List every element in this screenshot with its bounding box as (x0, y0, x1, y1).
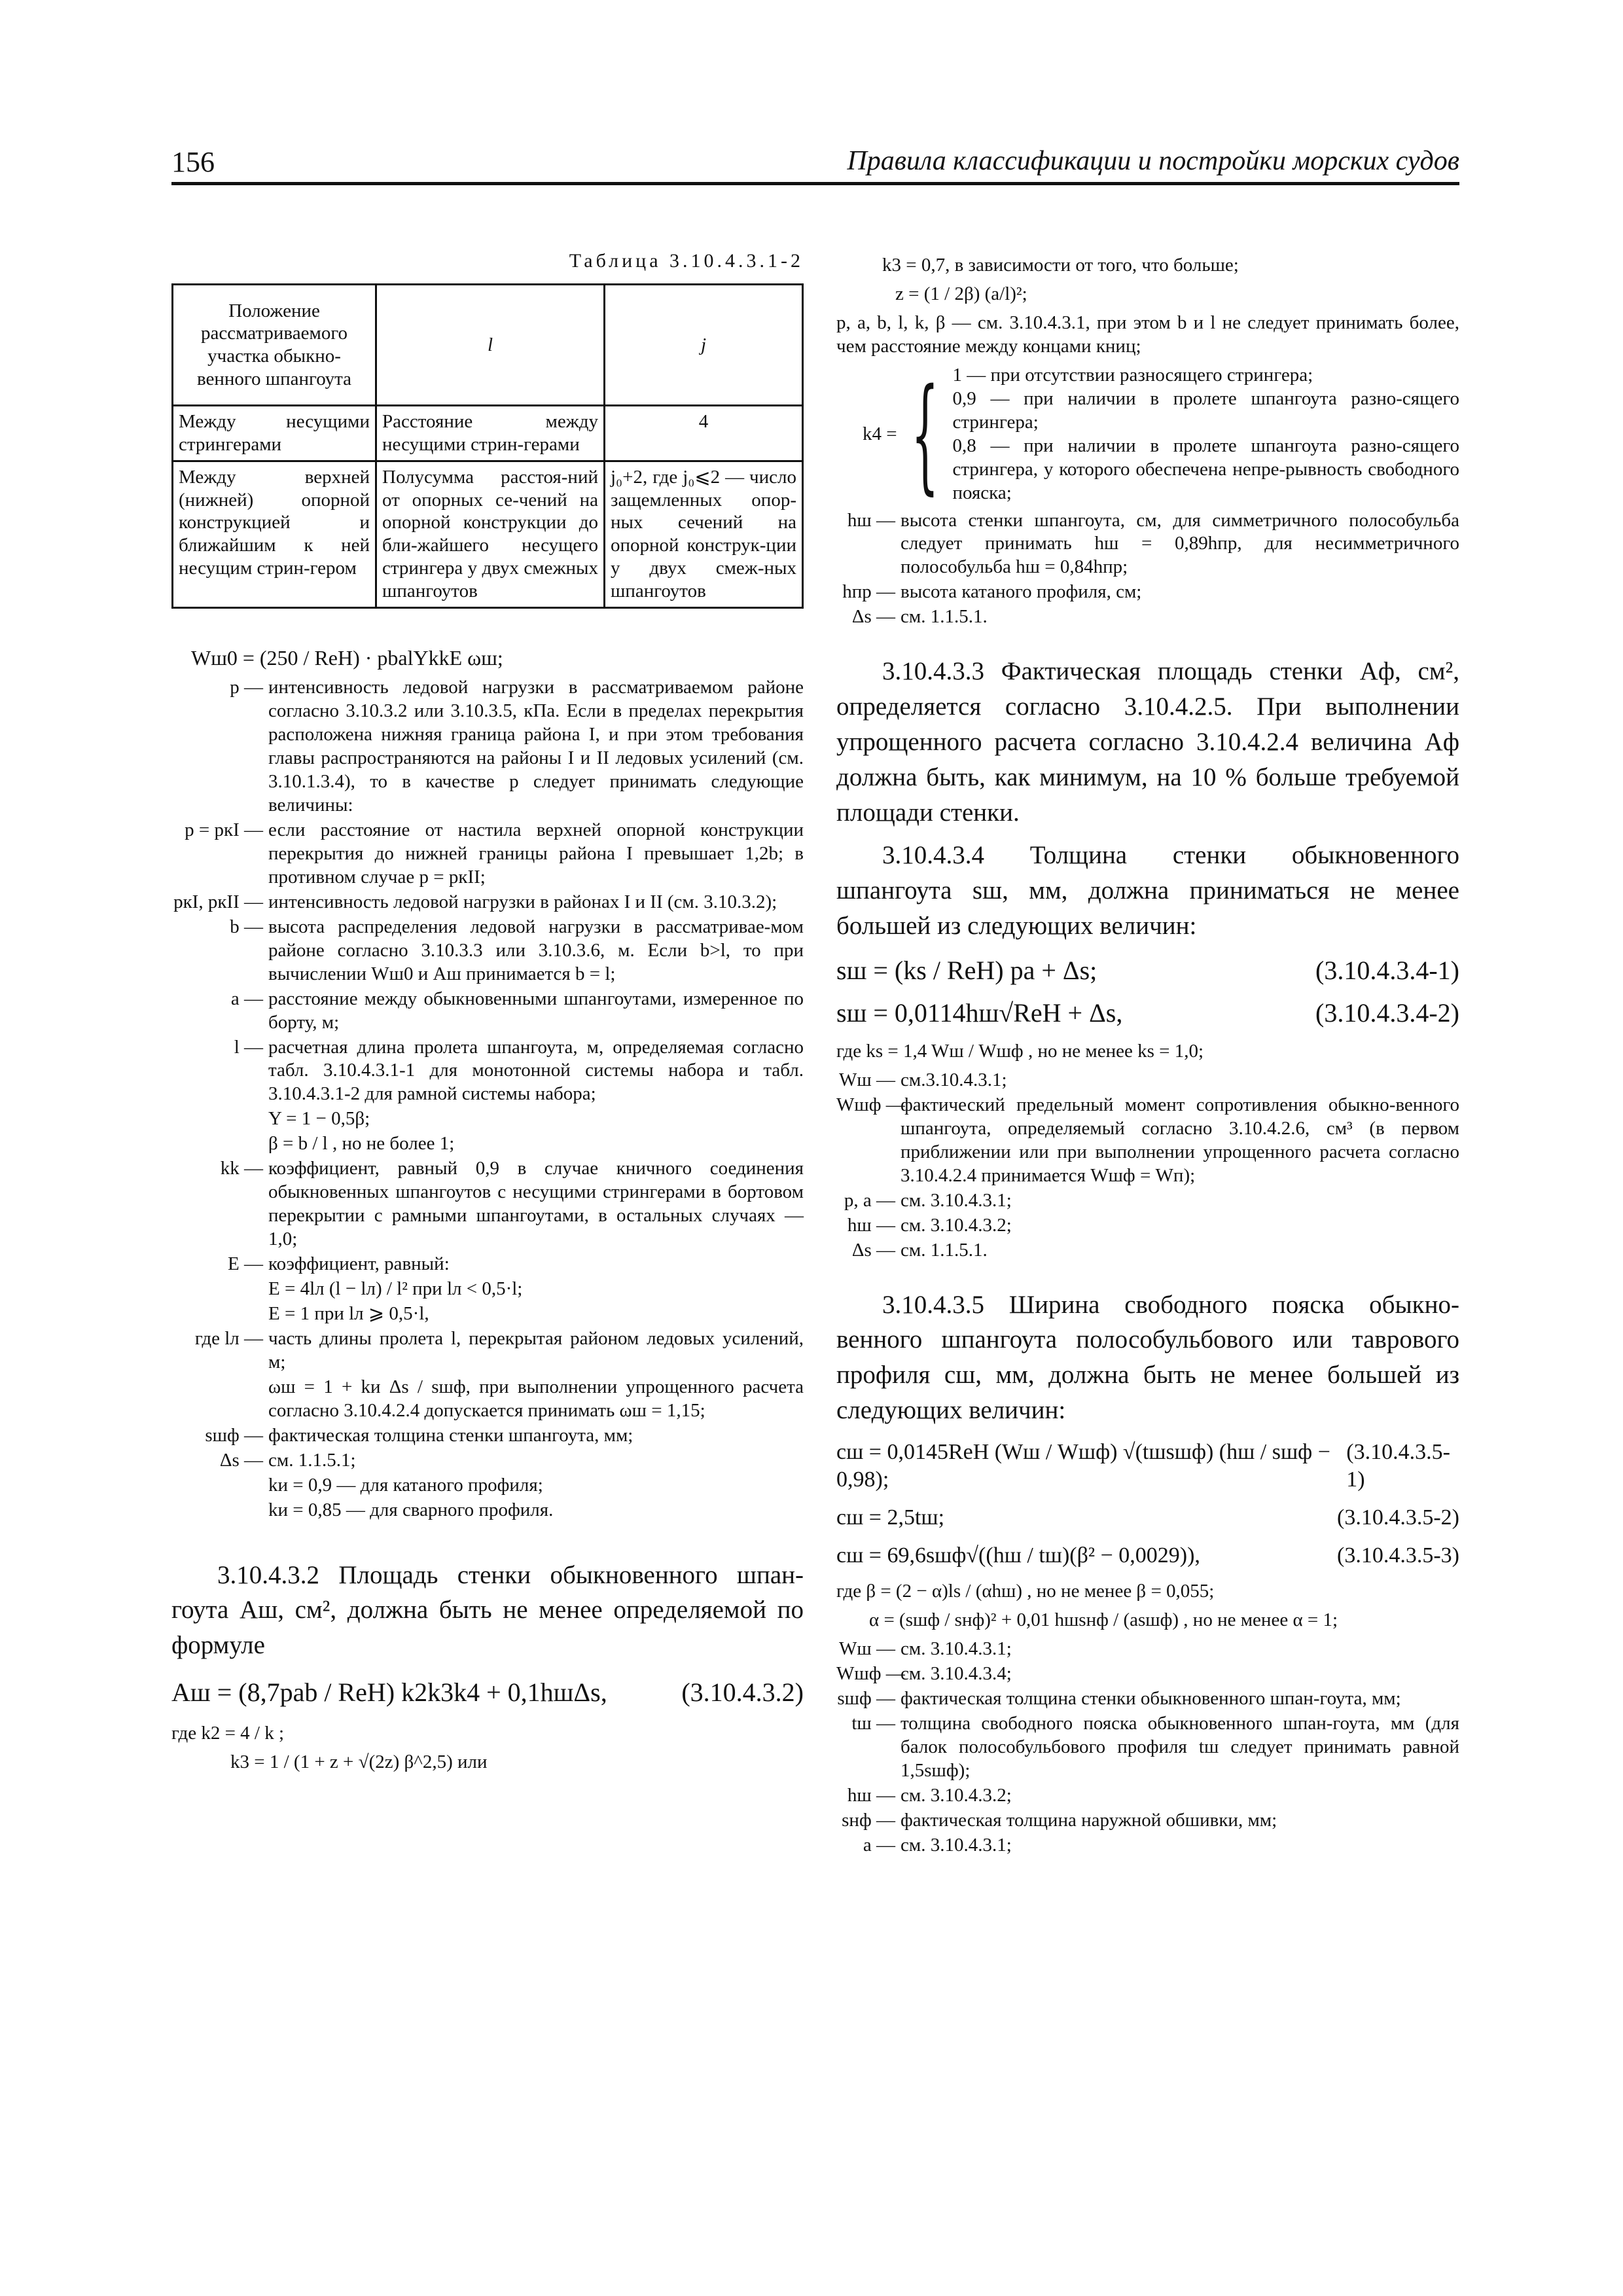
definition-term: где lл — (194, 1327, 263, 1349)
definition-item (171, 1253, 804, 1276)
definition-term: kk — (220, 1158, 263, 1179)
definition-item (836, 1687, 1459, 1711)
frame-table (171, 283, 804, 608)
definition-text: см. 3.10.4.3.1; (901, 1189, 1012, 1211)
definition-text: см. 3.10.4.3.1; (901, 1638, 1012, 1660)
definition-term: hпр — (842, 581, 895, 603)
equation-number: (3.10.4.3.4-2) (1315, 998, 1459, 1028)
definition-term: Wш — (839, 1069, 895, 1090)
definition-text: если расстояние от настила верхней опорной конструкции перекрытия до нижней границы района I превышает 1,2b; в противном случае p = pкII; (268, 819, 804, 888)
definition-text: фактический предельный момент сопротивления обыкно-венного шпангоута, определяемый согласно 3.10.4.2.6, см³ (в первом приближении или при выполнении упрощенного расчета согласно 3.10.4.2.4 принимается Wшф = Wп); (901, 1094, 1459, 1186)
definition-item (836, 509, 1459, 580)
definition-item (836, 605, 1459, 629)
definition-item (171, 891, 804, 914)
definition-text: высота распределения ледовой нагрузки в рассматривае-мом районе согласно 3.10.3.3 или 3.10.3.6, м. Если b>l, то при вычислении Wш0 и Aш принимается b = l; (268, 916, 804, 984)
definition-term: p — (230, 677, 263, 698)
definition-item (836, 1638, 1459, 1661)
definition-item (171, 988, 804, 1035)
params-note: p, a, b, l, k, β — см. 3.10.4.3.1, при этом b и l не следует принимать более, чем расстояние между концами книц; (836, 312, 1459, 357)
definition-text: высота катаного профиля, см; (901, 581, 1142, 603)
definition-item (171, 1449, 804, 1473)
definition-term: p = pкI — (185, 819, 263, 840)
definition-term: pкI, pкII — (173, 891, 263, 912)
equation-number: (3.10.4.3.4-1) (1315, 955, 1459, 985)
definition-text: часть длины пролета l, перекрытая районом ледовых усилений, м; (268, 1327, 804, 1372)
definition-term: a — (863, 1834, 895, 1856)
definition-item (836, 1094, 1459, 1188)
table-cell: 4 (605, 406, 803, 461)
equation-body: Aш = (8,7pab / ReH) k2k3k4 + 0,1hшΔs, (171, 1677, 607, 1708)
definition-item (836, 1189, 1459, 1213)
definition-term: Wш — (839, 1638, 895, 1660)
beta-formula: где β = (2 − α)ls / (αhш) , но не менее β = 0,055; (836, 1581, 1215, 1602)
definition-term (171, 1132, 268, 1156)
definitions-right-3 (836, 1638, 1459, 1857)
k4-case: 0,8 — при наличии в пролете шпангоута разно-сящего стрингера, у которого обеспечена непре-рывность свободного пояска; (952, 435, 1459, 503)
equation-body: cш = 69,6sшф√((hш / tш)(β² − 0,0029)), (836, 1543, 1200, 1568)
definition-text: фактическая толщина стенки шпангоута, мм; (268, 1424, 633, 1446)
equation-3-10-4-3-4-1 (836, 954, 1459, 987)
definition-text: β = b / l , но не более 1; (268, 1133, 455, 1155)
definition-term (171, 1278, 268, 1301)
definition-term: p, a — (844, 1189, 895, 1211)
definition-text: интенсивность ледовой нагрузки в рассматриваемом районе согласно 3.10.3.2 или 3.10.3.5, кПа. Если в пределах перекрытия расположена нижняя граница района I, и при этом требования главы распространяются на районы I и II ледовых усилений (см. 3.10.1.3.4), то в качестве p следует принимать следующие величины: (268, 677, 804, 816)
definition-item (171, 1107, 804, 1131)
definition-text: коэффициент, равный 0,9 в случае кничного соединения обыкновенных шпангоутов с несущими стрингерами в бортовом перекрытии с рамными шпангоутами, в остальных случаях — 1,0; (268, 1158, 804, 1250)
definition-item (836, 1809, 1459, 1833)
definition-text: фактическая толщина наружной обшивки, мм; (901, 1810, 1277, 1831)
definition-term (171, 1107, 268, 1131)
k4-case: 0,9 — при наличии в пролете шпангоута разно-сящего стрингера; (952, 387, 1459, 433)
ks-formula: где ks = 1,4 Wш / Wшф , но не менее ks = 1,0; (836, 1040, 1204, 1062)
definition-term: Wшф — (836, 1663, 905, 1685)
definition-item (171, 1499, 804, 1522)
definition-term: hш — (847, 1214, 895, 1236)
definition-term: Δs — (851, 1239, 895, 1261)
definition-item (171, 1424, 804, 1448)
definition-term: hш — (847, 1785, 895, 1806)
equation-number: (3.10.4.3.5-2) (1337, 1505, 1459, 1530)
definition-item (171, 1278, 804, 1301)
alpha-formula: α = (sшф / sнф)² + 0,01 hшsнф / (asшф) , но не менее α = 1; (869, 1609, 1338, 1631)
section-3-10-4-3-3: 3.10.4.3.3 Фактическая площадь стенки Aф, см², определяется согласно 3.10.4.2.5. При выполнении упрощенного расчета согласно 3.10.4.2.4 величина Aф должна быть, как минимум, на 10 % больше требуемой площади стенки. (836, 657, 1459, 827)
definition-text: см. 1.1.5.1. (901, 1239, 988, 1261)
definition-item (171, 676, 804, 817)
definition-term (171, 1302, 268, 1326)
definition-text: см. 1.1.5.1; (268, 1449, 356, 1471)
table-cell: Между верхней (нижней) опорной конструкцией и ближайшим к ней несущим стрин-гером (173, 461, 376, 607)
k4-definition (836, 361, 1459, 507)
definition-term (171, 1376, 268, 1423)
equation-number: (3.10.4.3.5-1) (1346, 1439, 1450, 1492)
table-header-row (173, 285, 803, 406)
section-3-10-4-3-4: 3.10.4.3.4 Толщина стенки обыкновенного шпангоута sш, мм, должна приниматься не менее большей из следующих величин: (836, 841, 1459, 940)
left-column (171, 249, 804, 1780)
section-3-10-4-3-5: 3.10.4.3.5 Ширина свободного пояска обыкно-венного шпангоута полособульбового или таврового профиля cш, мм, должна быть не менее большей из следующих величин: (836, 1290, 1459, 1424)
table-header-cell: j (605, 285, 803, 406)
table-cell: Полусумма расстоя-ний от опорных се-чений на опорной конструкции до бли-жайшего несущего стрингера у двух смежных шпангоутов (376, 461, 605, 607)
definition-item (836, 581, 1459, 604)
definition-item (171, 1376, 804, 1423)
definition-term: a — (230, 988, 263, 1009)
definition-text: kи = 0,85 — для сварного профиля. (268, 1499, 554, 1520)
formula-w: Wш0 = (250 / ReH) · pbalYkkE ωш; (191, 645, 503, 670)
definition-text: E = 4lл (l − lл) / l² при lл < 0,5·l; (268, 1278, 523, 1300)
definition-text: Y = 1 − 0,5β; (268, 1108, 370, 1130)
equation-body: cш = 0,0145ReH (Wш / Wшф) √(tшsшф) (hш / sшф − 0,98); (836, 1439, 1330, 1492)
definition-text: расстояние между обыкновенными шпангоутами, измеренное по борту, м; (268, 988, 804, 1033)
definition-item (171, 1474, 804, 1498)
equation-3-10-4-3-5-1 (836, 1439, 1459, 1494)
equation-body: cш = 2,5tш; (836, 1505, 945, 1530)
definition-text: см. 3.10.4.3.2; (901, 1214, 1012, 1236)
definition-term: sшф — (205, 1424, 263, 1446)
right-column (836, 249, 1459, 1859)
definition-item (171, 1132, 804, 1156)
equation-3-10-4-3-5-3 (836, 1542, 1459, 1570)
definition-item (171, 1302, 804, 1326)
definition-text: см. 3.10.4.3.4; (901, 1663, 1012, 1685)
definition-term: Δs — (219, 1449, 263, 1471)
definitions-right-1 (836, 509, 1459, 630)
definition-text: см. 1.1.5.1. (901, 606, 988, 628)
definition-term: Δs — (851, 606, 895, 628)
equation-3-10-4-3-5-2 (836, 1504, 1459, 1532)
definition-text: ωш = 1 + kи Δs / sшф, при выполнении упрощенного расчета согласно 3.10.4.2.4 допускается принимать ωш = 1,15; (268, 1376, 804, 1421)
definition-item (836, 1662, 1459, 1686)
definition-term: b — (230, 916, 263, 937)
table-cell: j₀+2, где j₀⩽2 — число защемленных опор-ных сечений на опорной конструк-ции у двух смеж-ных шпангоутов (605, 461, 803, 607)
definition-text: коэффициент, равный: (268, 1253, 450, 1275)
table-cell: Между несущими стрингерами (173, 406, 376, 461)
definition-item (171, 819, 804, 889)
table-header-cell: Положение рассматриваемого участка обыкно-венного шпангоута (173, 285, 376, 406)
definition-term: hш — (847, 509, 895, 531)
definitions-left (171, 676, 804, 1522)
definition-item (836, 1784, 1459, 1808)
definition-term (171, 1499, 268, 1522)
definition-text: E = 1 при lл ⩾ 0,5·l, (268, 1303, 429, 1325)
definitions-right-2 (836, 1069, 1459, 1263)
running-title: Правила классификации и постройки морских судов (847, 146, 1459, 176)
equation-number: (3.10.4.3.5-3) (1337, 1543, 1459, 1568)
table-caption: Таблица 3.10.4.3.1-2 (569, 250, 804, 272)
equation-3-10-4-3-2 (171, 1676, 804, 1709)
definition-term: Wшф — (836, 1094, 905, 1115)
equation-body: sш = 0,0114hш√ReH + Δs, (836, 998, 1123, 1028)
brace-icon: { (910, 361, 939, 507)
definition-text: интенсивность ледовой нагрузки в районах I и II (см. 3.10.3.2); (268, 891, 777, 912)
definition-term: l — (234, 1036, 263, 1058)
definition-text: см. 3.10.4.3.2; (901, 1785, 1012, 1806)
definition-term: sшф — (837, 1688, 895, 1710)
table-row (173, 406, 803, 461)
definition-text: см.3.10.4.3.1; (901, 1069, 1007, 1090)
equation-number: (3.10.4.3.2) (681, 1677, 804, 1708)
section-3-10-4-3-2: 3.10.4.3.2 Площадь стенки обыкновенного шпан-гоута Aш, см², должна быть не менее определяемой по формуле (171, 1560, 804, 1660)
table-cell: Расстояние между несущими стрин-герами (376, 406, 605, 461)
k4-cases (953, 364, 1460, 505)
definition-text: см. 3.10.4.3.1; (901, 1834, 1012, 1856)
definition-term: tш — (851, 1713, 895, 1734)
definition-text: kи = 0,9 — для катаного профиля; (268, 1474, 543, 1496)
header-rule (171, 182, 1459, 185)
k4-case: 1 — при отсутствии разносящего стрингера; (952, 364, 1313, 386)
definition-item (836, 1834, 1459, 1857)
definition-item (171, 916, 804, 986)
definition-item (171, 1036, 804, 1107)
table-row (173, 461, 803, 607)
definition-text: расчетная длина пролета шпангоута, м, определяемая согласно табл. 3.10.4.3.1-1 для монотонной системы набора и табл. 3.10.4.3.1-2 для рамной системы набора; (268, 1036, 804, 1105)
table-header-cell: l (376, 285, 605, 406)
definition-text: высота стенки шпангоута, см, для симметричного полособульба следует принимать hш = 0,89hпр, для несимметричного полособульба hш = 0,84hпр; (901, 509, 1459, 578)
definition-item (836, 1214, 1459, 1238)
definition-item (836, 1239, 1459, 1263)
definition-item (171, 1157, 804, 1251)
formula-k2: где k2 = 4 / k ; (171, 1722, 285, 1744)
definition-term: sнф — (842, 1810, 895, 1831)
definition-item (836, 1069, 1459, 1092)
definition-term (171, 1474, 268, 1498)
equation-3-10-4-3-4-2 (836, 997, 1459, 1030)
definition-term: E — (228, 1253, 263, 1275)
equation-body: sш = (ks / ReH) pa + Δs; (836, 955, 1097, 985)
page-number: 156 (171, 146, 215, 178)
definition-text: фактическая толщина стенки обыкновенного шпан-гоута, мм; (901, 1688, 1401, 1710)
z-formula: z = (1 / 2β) (a/l)²; (895, 283, 1027, 304)
definition-text: толщина свободного пояска обыкновенного шпан-гоута, мм (для балок полособульбового профиля tш следует принимать равной 1,5sшф); (901, 1713, 1459, 1782)
definition-item (171, 1327, 804, 1374)
definition-item (836, 1712, 1459, 1783)
k4-label: k4 = (863, 423, 897, 444)
k3-line: k3 = 0,7, в зависимости от того, что больше; (882, 255, 1239, 276)
formula-k3: k3 = 1 / (1 + z + √(2z) β^2,5) или (230, 1751, 488, 1772)
